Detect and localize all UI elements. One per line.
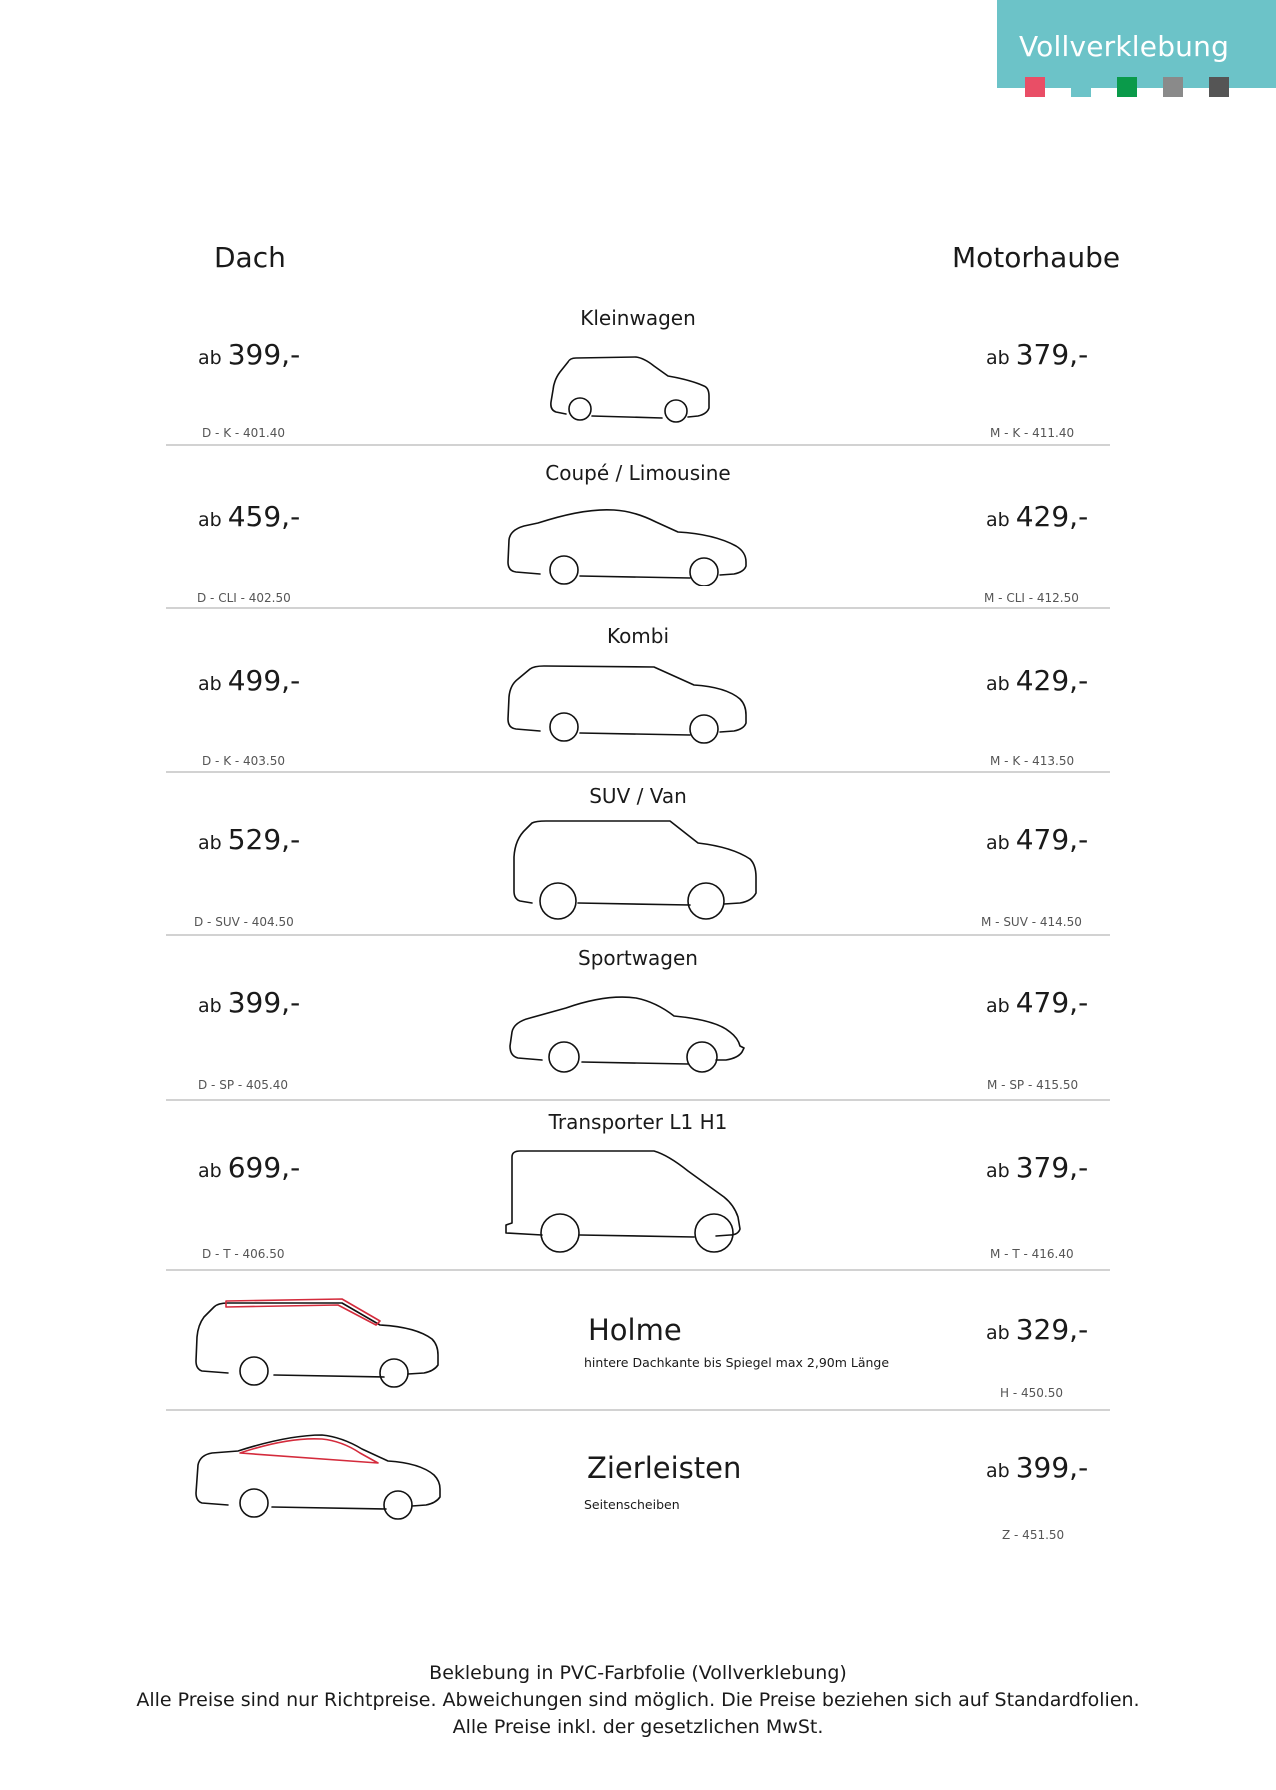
roof-code: D - CLI - 402.50: [197, 591, 291, 605]
roof-code: D - SUV - 404.50: [194, 915, 294, 929]
footer-line-1: Beklebung in PVC-Farbfolie (Vollverklebung): [429, 1662, 847, 1684]
roof-code: D - K - 403.50: [202, 754, 286, 768]
hood-price: [986, 500, 1088, 533]
hood-code: M - K - 413.50: [990, 754, 1075, 768]
addon-code: H - 450.50: [1000, 1386, 1063, 1400]
addon-price-value: 399,-: [1015, 1451, 1089, 1484]
category-name: Kleinwagen: [580, 306, 696, 330]
roof-price: [198, 1151, 300, 1184]
price-prefix: ab: [986, 509, 1010, 531]
roof-price-value: 499,-: [227, 664, 301, 697]
column-header-hood: Motorhaube: [952, 241, 1121, 274]
hood-code: M - K - 411.40: [990, 426, 1075, 440]
roof-price: [198, 664, 300, 697]
hood-price-value: 479,-: [1015, 823, 1089, 856]
hood-price: [986, 823, 1088, 856]
station-wagon-outline-icon: [504, 661, 774, 747]
category-name: Transporter L1 H1: [548, 1110, 728, 1134]
hood-price-value: 429,-: [1015, 500, 1089, 533]
roof-price-value: 399,-: [227, 986, 301, 1019]
roof-price: [198, 823, 300, 856]
hood-price-value: 479,-: [1015, 986, 1089, 1019]
header-tab: [997, 0, 1276, 88]
hood-code: M - CLI - 412.50: [984, 591, 1079, 605]
roof-price-value: 529,-: [227, 823, 301, 856]
sports-car-outline-icon: [506, 994, 766, 1074]
roof-code: D - T - 406.50: [202, 1247, 285, 1261]
column-header-roof: Dach: [214, 241, 286, 274]
price-prefix: ab: [986, 995, 1010, 1017]
price-prefix: ab: [198, 995, 222, 1017]
category-name: Coupé / Limousine: [545, 461, 731, 485]
price-prefix: ab: [986, 1322, 1010, 1344]
swatch-green: [1117, 77, 1137, 97]
footer-line-2: Alle Preise sind nur Richtpreise. Abweichungen sind möglich. Die Preise beziehen sich auf Standardfolien.: [136, 1689, 1140, 1711]
hood-price: [986, 986, 1088, 1019]
price-prefix: ab: [986, 347, 1010, 369]
compact-car-outline-icon: [546, 350, 726, 430]
footer-line-3: Alle Preise inkl. der gesetzlichen MwSt.: [452, 1716, 824, 1738]
price-prefix: ab: [986, 1460, 1010, 1482]
addon-price-value: 329,-: [1015, 1313, 1089, 1346]
swatch-red: [1025, 77, 1045, 97]
price-prefix: ab: [198, 1160, 222, 1182]
addon-title: Holme: [588, 1313, 682, 1347]
price-prefix: ab: [198, 509, 222, 531]
roof-price: [198, 986, 300, 1019]
price-prefix: ab: [198, 347, 222, 369]
hood-price: [986, 664, 1088, 697]
category-name: SUV / Van: [589, 784, 687, 808]
roof-code: D - K - 401.40: [202, 426, 286, 440]
category-row-coupe-limousine: [166, 446, 1110, 609]
price-prefix: ab: [198, 673, 222, 695]
addon-price: [986, 1313, 1088, 1346]
addon-subtitle: hintere Dachkante bis Spiegel max 2,90m Länge: [584, 1355, 890, 1370]
van-outline-icon: [502, 1147, 772, 1255]
hood-code: M - T - 416.40: [990, 1247, 1074, 1261]
hood-code: M - SUV - 414.50: [981, 915, 1082, 929]
addon-title: Zierleisten: [587, 1451, 742, 1485]
roof-price-value: 459,-: [227, 500, 301, 533]
category-row-sportwagen: [166, 936, 1110, 1101]
price-prefix: ab: [986, 832, 1010, 854]
category-row-transporter: [166, 1101, 1110, 1271]
swatch-teal: [1071, 77, 1091, 97]
hood-code: M - SP - 415.50: [987, 1078, 1079, 1092]
swatch-grey: [1163, 77, 1183, 97]
sedan-window-trim-highlight-icon: [192, 1425, 462, 1521]
hood-price: [986, 1151, 1088, 1184]
price-prefix: ab: [986, 673, 1010, 695]
addon-row-holme: [166, 1271, 1110, 1411]
addon-subtitle: Seitenscheiben: [584, 1497, 680, 1512]
hood-price-value: 429,-: [1015, 664, 1089, 697]
tab-title: Vollverklebung: [1019, 30, 1230, 63]
roof-price: [198, 338, 300, 371]
price-prefix: ab: [198, 832, 222, 854]
roof-code: D - SP - 405.40: [198, 1078, 288, 1092]
addon-price: [986, 1451, 1088, 1484]
category-row-suv-van: [166, 773, 1110, 936]
category-row-kombi: [166, 609, 1110, 773]
price-prefix: ab: [986, 1160, 1010, 1182]
swatch-dark-grey: [1209, 77, 1229, 97]
hood-price-value: 379,-: [1015, 1151, 1089, 1184]
roof-price-value: 699,-: [227, 1151, 301, 1184]
category-name: Kombi: [606, 624, 670, 648]
hood-price: [986, 338, 1088, 371]
wagon-roof-pillar-highlight-icon: [192, 1293, 462, 1389]
roof-price-value: 399,-: [227, 338, 301, 371]
addon-row-zierleisten: [166, 1411, 1110, 1561]
roof-price: [198, 500, 300, 533]
category-name: Sportwagen: [578, 946, 698, 970]
addon-code: Z - 451.50: [1002, 1528, 1065, 1542]
color-swatches: [997, 75, 1276, 99]
footer-notes: [0, 1660, 1276, 1741]
suv-outline-icon: [510, 817, 770, 927]
sedan-outline-icon: [504, 506, 774, 586]
hood-price-value: 379,-: [1015, 338, 1089, 371]
category-row-kleinwagen: [166, 298, 1110, 446]
